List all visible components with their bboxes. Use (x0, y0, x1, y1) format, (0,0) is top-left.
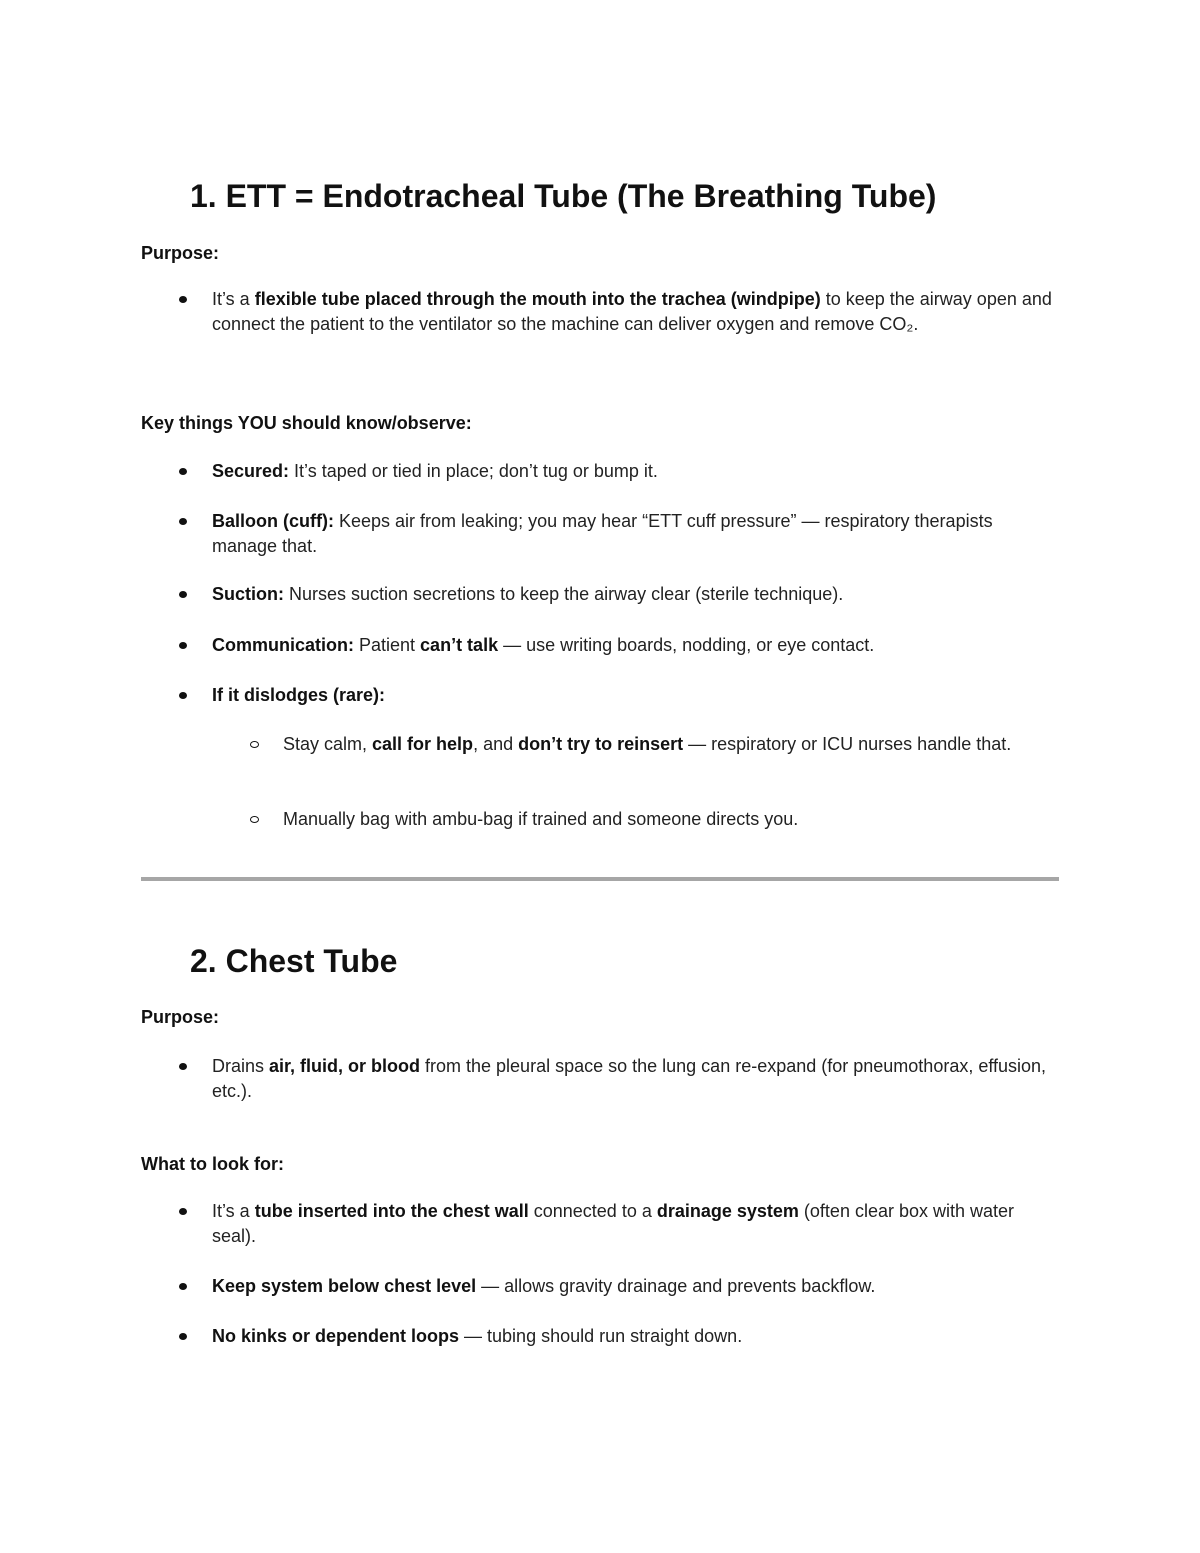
bullet-icon (179, 296, 187, 303)
bullet-icon (179, 468, 187, 475)
bullet-icon (179, 1283, 187, 1290)
hollow-bullet-icon (250, 816, 259, 823)
bullet-icon (179, 518, 187, 525)
sub-list-item-stay-calm: Stay calm, call for help, and don’t try to reinsert — respiratory or ICU nurses handle that. (283, 732, 1073, 757)
bullet-icon (179, 1333, 187, 1340)
list-item-dislodge: If it dislodges (rare): (212, 683, 1062, 708)
bullet-icon (179, 642, 187, 649)
list-item-balloon: Balloon (cuff): Keeps air from leaking; you may hear “ETT cuff pressure” — respiratory therapists manage that. (212, 509, 1062, 559)
what-to-look-for-label: What to look for: (141, 1154, 284, 1174)
list-item-below-chest: Keep system below chest level — allows gravity drainage and prevents backflow. (212, 1274, 1062, 1299)
bullet-icon (179, 591, 187, 598)
list-item-chest-purpose: Drains air, fluid, or blood from the pleural space so the lung can re-expand (for pneumothorax, effusion, etc.). (212, 1054, 1062, 1104)
key-things-label: Key things YOU should know/observe: (141, 413, 472, 433)
bullet-icon (179, 1208, 187, 1215)
hollow-bullet-icon (250, 741, 259, 748)
section-1-purpose-label: Purpose: (141, 243, 220, 263)
bullet-icon (179, 692, 187, 699)
section-divider (141, 877, 1059, 881)
list-item-secured: Secured: It’s taped or tied in place; don’t tug or bump it. (212, 459, 1062, 484)
section-2-purpose-label: Purpose: (141, 1007, 220, 1027)
bullet-icon (179, 1063, 187, 1070)
list-item-no-kinks: No kinks or dependent loops — tubing should run straight down. (212, 1324, 1062, 1349)
list-item-communication: Communication: Patient can’t talk — use writing boards, nodding, or eye contact. (212, 633, 1062, 658)
list-item-chest-wall: It’s a tube inserted into the chest wall connected to a drainage system (often clear box with water seal). (212, 1199, 1062, 1249)
section-2-heading: 2. Chest Tube (190, 943, 398, 979)
list-item-ett-purpose: It’s a flexible tube placed through the mouth into the trachea (windpipe) to keep the airway open and connect the patient to the ventilator so the machine can deliver oxygen and remove CO₂. (212, 287, 1062, 337)
section-1-heading: 1. ETT = Endotracheal Tube (The Breathing Tube) (190, 178, 937, 214)
sub-list-item-ambu-bag: Manually bag with ambu-bag if trained and someone directs you. (283, 807, 1073, 832)
list-item-suction: Suction: Nurses suction secretions to keep the airway clear (sterile technique). (212, 582, 1062, 607)
